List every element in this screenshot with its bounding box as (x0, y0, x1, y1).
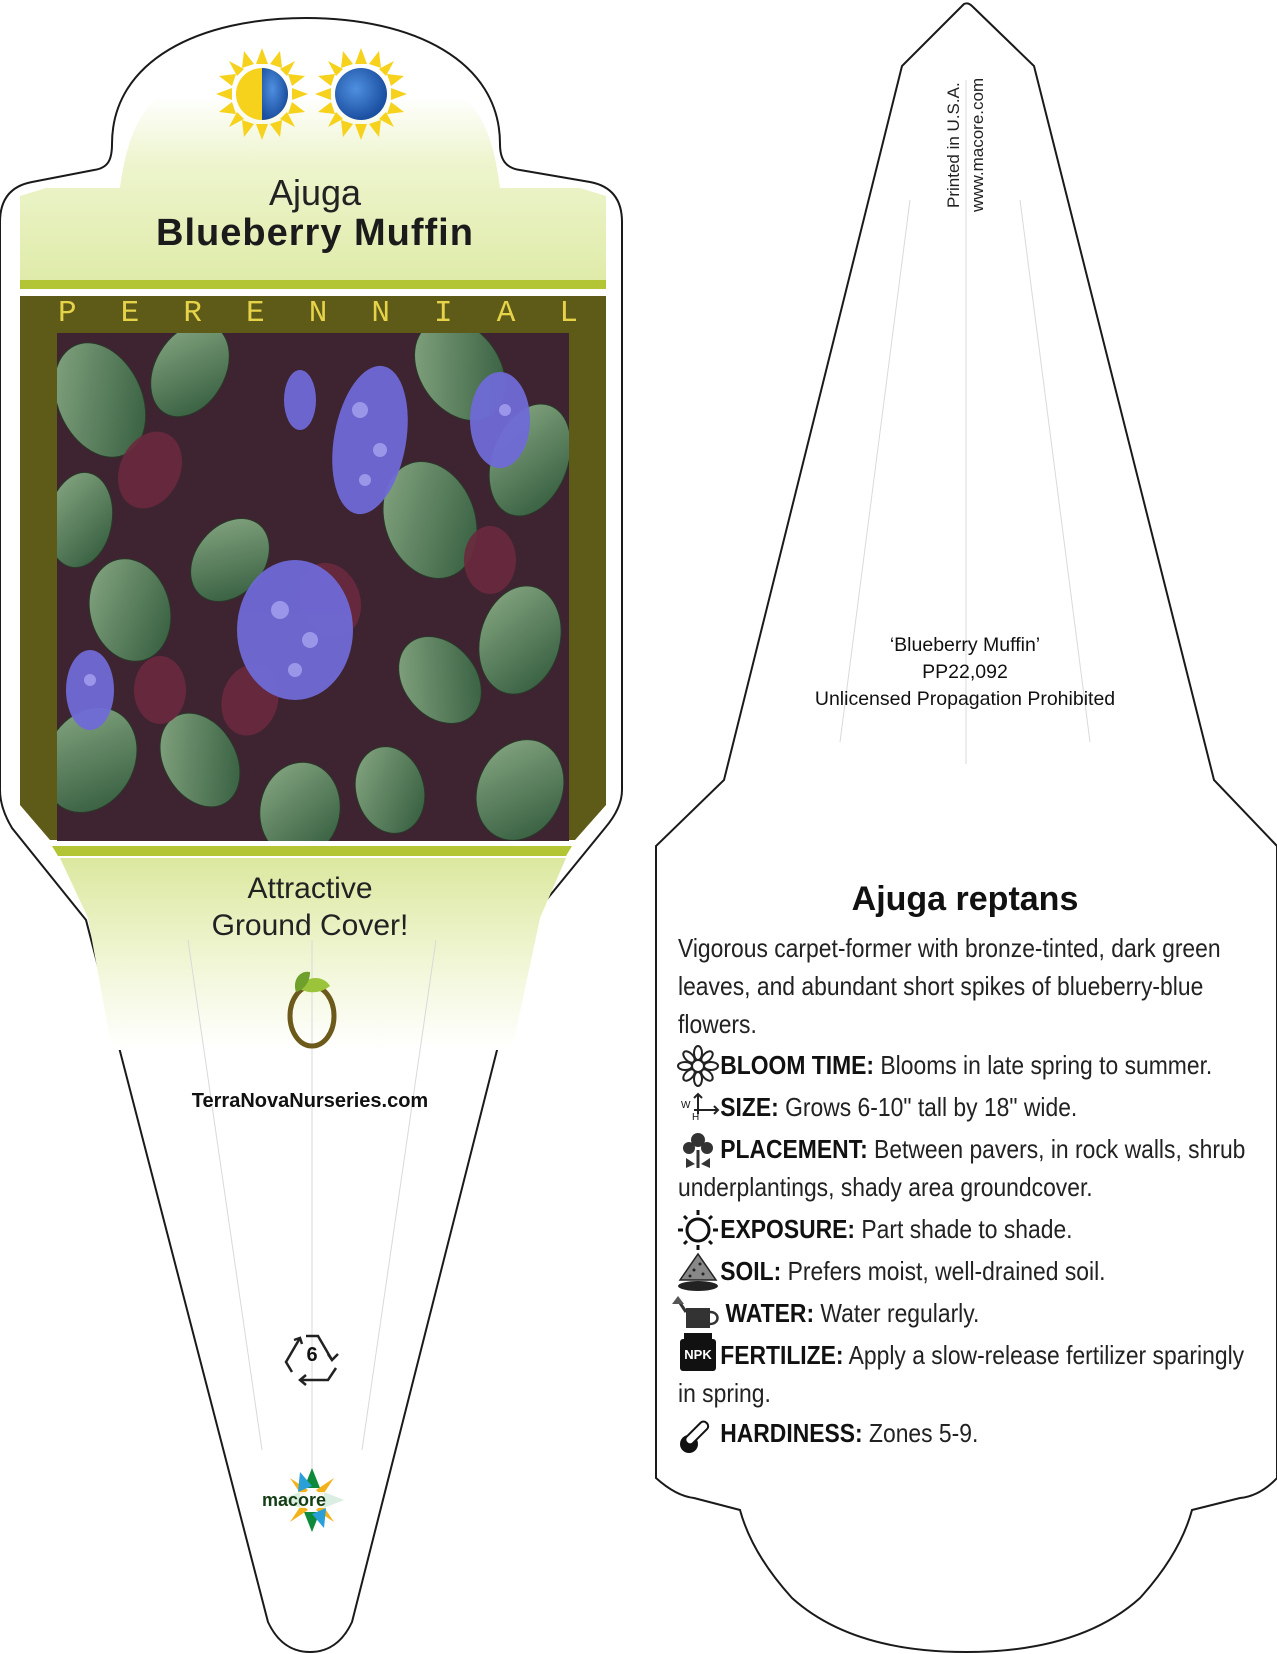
category-letter: P (58, 296, 77, 331)
brand-logo-text: macore (262, 1490, 327, 1510)
attr-value: Blooms in late spring to summer. (880, 1050, 1213, 1080)
attr-value: Part shade to shade. (861, 1214, 1073, 1244)
patent-number: PP22,092 (922, 661, 1008, 683)
attr-label: WATER: (725, 1298, 815, 1328)
category-letter: R (183, 296, 202, 331)
attr-value: Water regularly. (820, 1298, 980, 1328)
attr-fertilize (678, 1336, 1263, 1412)
patent-notice (760, 632, 1170, 713)
attr-placement (678, 1130, 1263, 1206)
attr-value: Apply a slow-release fertilizer sparingly in spring. (678, 1340, 1245, 1408)
attr-label: FERTILIZE: (720, 1340, 844, 1370)
attr-exposure (678, 1210, 1263, 1248)
attr-value: Zones 5-9. (868, 1418, 979, 1448)
printed-url-text: www.macore.com (968, 77, 987, 212)
part-sun-icon (216, 48, 308, 140)
attr-size (678, 1088, 1263, 1126)
plant-description: Vigorous carpet-former with bronze-tinted, dark green leaves, and abundant short spikes of blueberry-blue flowers. (678, 933, 1221, 1039)
tagline (40, 870, 580, 944)
patent-warning: Unlicensed Propagation Prohibited (814, 688, 1116, 710)
attr-label: EXPOSURE: (720, 1214, 856, 1244)
printed-in-text: Printed in U.S.A. (944, 82, 963, 208)
attr-label: SIZE: (720, 1092, 779, 1122)
category-letter: A (496, 296, 516, 331)
attr-value: Between pavers, in rock walls, shrub underplantings, shady area groundcover. (678, 1134, 1246, 1202)
npk-icon-label: NPK (684, 1347, 712, 1362)
plant-photo (24, 302, 585, 864)
category-letter: E (246, 296, 265, 331)
scientific-name: Ajuga reptans (851, 880, 1079, 918)
category-label (58, 296, 578, 331)
size-icon-w: W (681, 1100, 691, 1111)
category-letter: E (120, 296, 140, 331)
attr-water (678, 1294, 1263, 1332)
attr-label: HARDINESS: (720, 1418, 863, 1448)
size-icon-h: H (692, 1112, 700, 1123)
attr-label: BLOOM TIME: (720, 1050, 875, 1080)
attr-value: Grows 6-10" tall by 18" wide. (785, 1092, 1078, 1122)
category-letter: I (434, 296, 453, 331)
category-letter: L (559, 296, 578, 331)
shade-icon (315, 48, 407, 140)
attr-bloom-time (678, 1046, 1263, 1084)
tagline-line: Attractive (247, 872, 373, 905)
recycle-code: 6 (306, 1344, 318, 1366)
attr-label: PLACEMENT: (720, 1134, 868, 1164)
attr-hardiness (678, 1414, 1263, 1452)
category-letter: N (371, 296, 390, 331)
attr-soil (678, 1252, 1263, 1290)
tagline-line: Ground Cover! (211, 909, 409, 942)
website-link[interactable]: TerraNovaNurseries.com (191, 1090, 429, 1112)
plant-genus: Ajuga (268, 172, 362, 213)
attr-label: SOIL: (720, 1256, 782, 1286)
attr-value: Prefers moist, well-drained soil. (787, 1256, 1106, 1286)
patent-cultivar: ‘Blueberry Muffin’ (889, 634, 1041, 656)
plant-cultivar: Blueberry Muffin (156, 212, 474, 254)
category-letter: N (308, 296, 328, 331)
